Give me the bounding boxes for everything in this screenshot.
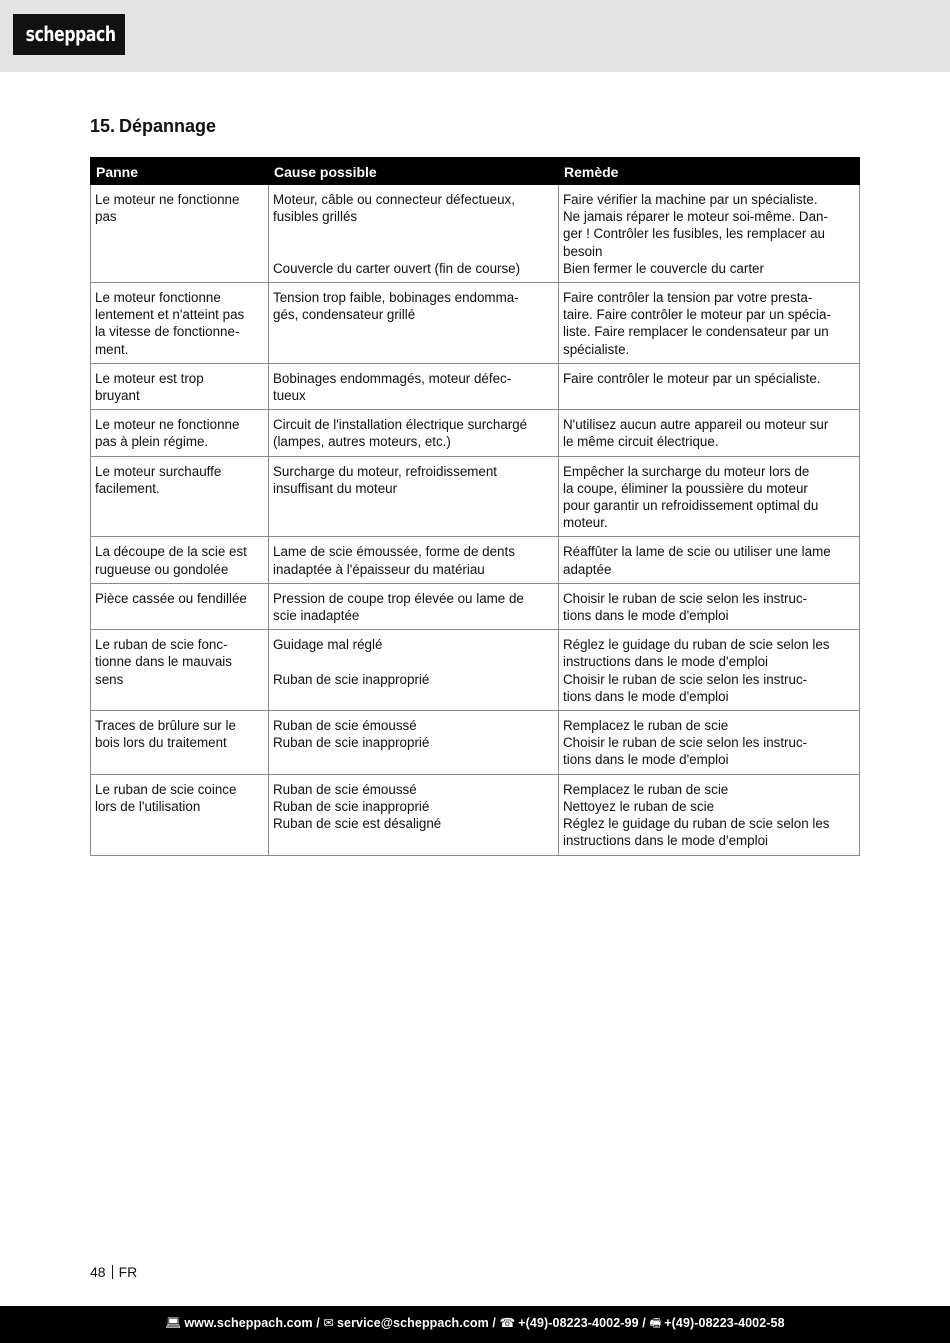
cell-panne: [91, 185, 269, 283]
table-row: [91, 537, 860, 583]
cell-cause: [269, 410, 559, 456]
cell-line: Nettoyez le ruban de scie: [563, 798, 715, 814]
table-row: [91, 583, 860, 629]
cell-cause: [269, 583, 559, 629]
cell-panne: [91, 283, 269, 364]
cell-line: Le moteur ne fonctionne: [95, 192, 240, 207]
cell-line: fusibles grillés: [273, 209, 358, 225]
cell-line: inadaptée à l'épaisseur du matériau: [273, 561, 485, 577]
cell-panne: [91, 630, 269, 711]
header-remede: Remède: [559, 158, 860, 185]
cell-line: Ruban de scie inapproprié: [273, 735, 430, 751]
cell-line: Réglez le guidage du ruban de scie selon les: [563, 816, 830, 832]
cell-cause: [269, 456, 559, 537]
cell-line: adaptée: [563, 561, 612, 577]
footer-divider: [112, 1265, 113, 1279]
cell-line: Faire contrôler le moteur par un spécialiste.: [563, 370, 821, 386]
cell-panne: [91, 410, 269, 456]
cell-line: facilement.: [95, 480, 160, 496]
cell-line: pas: [95, 209, 117, 225]
cell-line: Ruban de scie émoussé: [273, 781, 417, 797]
cell-line: Le ruban de scie coince: [95, 781, 237, 797]
page-number: 48: [90, 1264, 106, 1280]
language-code: FR: [118, 1264, 138, 1280]
cell-line: besoin: [563, 243, 603, 259]
cell-line: taire. Faire contrôler le moteur par un spécia-: [563, 307, 831, 323]
cell-line: ger ! Contrôler les fusibles, les remplacer au: [563, 226, 825, 242]
cell-line: Ruban de scie inapproprié: [273, 671, 430, 687]
cell-line: Réglez le guidage du ruban de scie selon les: [563, 637, 830, 653]
table-row: [91, 363, 860, 409]
cell-panne: [91, 774, 269, 855]
cell-line: pour garantir un refroidissement optimal du: [563, 498, 819, 514]
cell-line: gés, condensateur grillé: [273, 307, 416, 323]
cell-line: tions dans le mode d'emploi: [563, 752, 729, 768]
cell-line: bois lors du traitement: [95, 735, 227, 751]
cell-line: Lame de scie émoussée, forme de dents: [273, 544, 515, 560]
website-link[interactable]: www.scheppach.com /: [184, 1316, 320, 1330]
cell-line: ment.: [95, 341, 129, 357]
cell-remede: [559, 185, 860, 283]
cell-line: (lampes, autres moteurs, etc.): [273, 434, 451, 450]
cell-line: la coupe, éliminer la poussière du moteur: [563, 480, 808, 496]
cell-line: Bien fermer le couvercle du carter: [563, 260, 764, 276]
cell-panne: [91, 456, 269, 537]
cell-cause: [269, 630, 559, 711]
table-row: [91, 283, 860, 364]
cell-remede: [559, 363, 860, 409]
cell-line: tueux: [273, 388, 306, 404]
cell-line: Guidage mal réglé: [273, 637, 383, 653]
page-footer: [90, 1264, 137, 1280]
table-row: [91, 185, 860, 283]
cell-line: Pièce cassée ou fendillée: [95, 590, 247, 606]
cell-line: Empêcher la surcharge du moteur lors de: [563, 463, 810, 479]
cell-line: Traces de brûlure sur le: [95, 718, 236, 734]
cell-line: instructions dans le mode d'emploi: [563, 833, 769, 849]
cell-line: Tension trop faible, bobinages endomma-: [273, 290, 519, 306]
cell-line: Ruban de scie est désaligné: [273, 816, 442, 832]
cell-line: Choisir le ruban de scie selon les instruc-: [563, 735, 808, 751]
cell-remede: [559, 774, 860, 855]
cell-line: instructions dans le mode d'emploi: [563, 654, 769, 670]
cell-line: bruyant: [95, 388, 140, 404]
cell-remede: [559, 410, 860, 456]
cell-line: Ruban de scie inapproprié: [273, 798, 430, 814]
cell-line: Moteur, câble ou connecteur défectueux,: [273, 192, 515, 207]
cell-line: Le moteur ne fonctionne: [95, 417, 240, 433]
cell-remede: [559, 711, 860, 775]
cell-cause: [269, 283, 559, 364]
table-row: [91, 410, 860, 456]
table-row: [91, 774, 860, 855]
cell-line: tions dans le mode d'emploi: [563, 688, 729, 704]
phone-number: +(49)-08223-4002-99 /: [518, 1316, 646, 1330]
cell-remede: [559, 630, 860, 711]
header-bar: [0, 0, 950, 72]
cell-line: rugueuse ou gondolée: [95, 561, 229, 577]
cell-panne: [91, 537, 269, 583]
cell-line: Le moteur fonctionne: [95, 290, 221, 306]
cell-line: Pression de coupe trop élevée ou lame de: [273, 590, 524, 606]
cell-line: la vitesse de fonctionne-: [95, 324, 240, 340]
cell-line: Remplacez le ruban de scie: [563, 718, 729, 734]
cell-line: Faire vérifier la machine par un spécialiste.: [563, 192, 818, 207]
table-body: [91, 185, 860, 856]
scheppach-logo: scheppach: [13, 14, 125, 55]
cell-line: insuffisant du moteur: [273, 480, 398, 496]
cell-cause: [269, 363, 559, 409]
cell-line: Le ruban de scie fonc-: [95, 637, 228, 653]
cell-line: Bobinages endommagés, moteur défec-: [273, 370, 512, 386]
cell-spacer: [273, 243, 554, 260]
cell-remede: [559, 583, 860, 629]
cell-spacer: [273, 653, 554, 670]
table-row: [91, 456, 860, 537]
table-row: [91, 711, 860, 775]
table-header-row: [91, 158, 860, 185]
header-cause: Cause possible: [269, 158, 559, 185]
cell-line: Choisir le ruban de scie selon les instruc-: [563, 590, 808, 606]
cell-line: Le moteur surchauffe: [95, 463, 222, 479]
email-link[interactable]: service@scheppach.com /: [336, 1316, 496, 1330]
cell-line: tions dans le mode d'emploi: [563, 608, 729, 624]
cell-line: Le moteur est trop: [95, 370, 204, 386]
cell-panne: [91, 711, 269, 775]
cell-line: spécialiste.: [563, 341, 630, 357]
cell-line: Faire contrôler la tension par votre presta-: [563, 290, 813, 306]
cell-line: tionne dans le mauvais: [95, 654, 232, 670]
cell-remede: [559, 537, 860, 583]
cell-line: liste. Faire remplacer le condensateur par un: [563, 324, 829, 340]
cell-line: Remplacez le ruban de scie: [563, 781, 729, 797]
section-number: 15.: [90, 116, 116, 136]
cell-line: Circuit de l'installation électrique surchargé: [273, 417, 528, 433]
troubleshooting-table: [90, 157, 860, 856]
cell-cause: [269, 537, 559, 583]
section-title-text: Dépannage: [119, 116, 217, 136]
cell-panne: [91, 363, 269, 409]
mail-icon: ✉︎: [323, 1316, 334, 1330]
cell-line: moteur.: [563, 515, 608, 531]
cell-cause: [269, 711, 559, 775]
cell-line: Ne jamais réparer le moteur soi-même. Dan-: [563, 209, 828, 225]
cell-line: Couvercle du carter ouvert (fin de course): [273, 260, 521, 276]
section-title: [90, 116, 216, 137]
cell-line: lors de l'utilisation: [95, 798, 201, 814]
cell-line: Ruban de scie émoussé: [273, 718, 417, 734]
cell-line: Surcharge du moteur, refroidissement: [273, 463, 498, 479]
fax-number: +(49)-08223-4002-58: [664, 1316, 785, 1330]
phone-icon: ☎︎: [499, 1316, 516, 1330]
cell-line: Réaffûter la lame de scie ou utiliser une lame: [563, 544, 831, 560]
cell-cause: [269, 185, 559, 283]
cell-panne: [91, 583, 269, 629]
cell-spacer: [273, 225, 554, 242]
cell-remede: [559, 283, 860, 364]
cell-cause: [269, 774, 559, 855]
computer-icon: 💻︎: [165, 1316, 182, 1330]
cell-line: La découpe de la scie est: [95, 544, 247, 560]
cell-line: lentement et n'atteint pas: [95, 307, 245, 323]
fax-icon: 🖷︎: [649, 1316, 662, 1330]
cell-line: le même circuit électrique.: [563, 434, 719, 450]
cell-remede: [559, 456, 860, 537]
cell-line: scie inadaptée: [273, 608, 360, 624]
cell-line: N'utilisez aucun autre appareil ou moteur sur: [563, 417, 829, 433]
header-panne: Panne: [91, 158, 269, 185]
cell-line: pas à plein régime.: [95, 434, 209, 450]
cell-line: Choisir le ruban de scie selon les instruc-: [563, 671, 808, 687]
cell-line: sens: [95, 671, 124, 687]
table-row: [91, 630, 860, 711]
contact-bar: [0, 1306, 950, 1343]
